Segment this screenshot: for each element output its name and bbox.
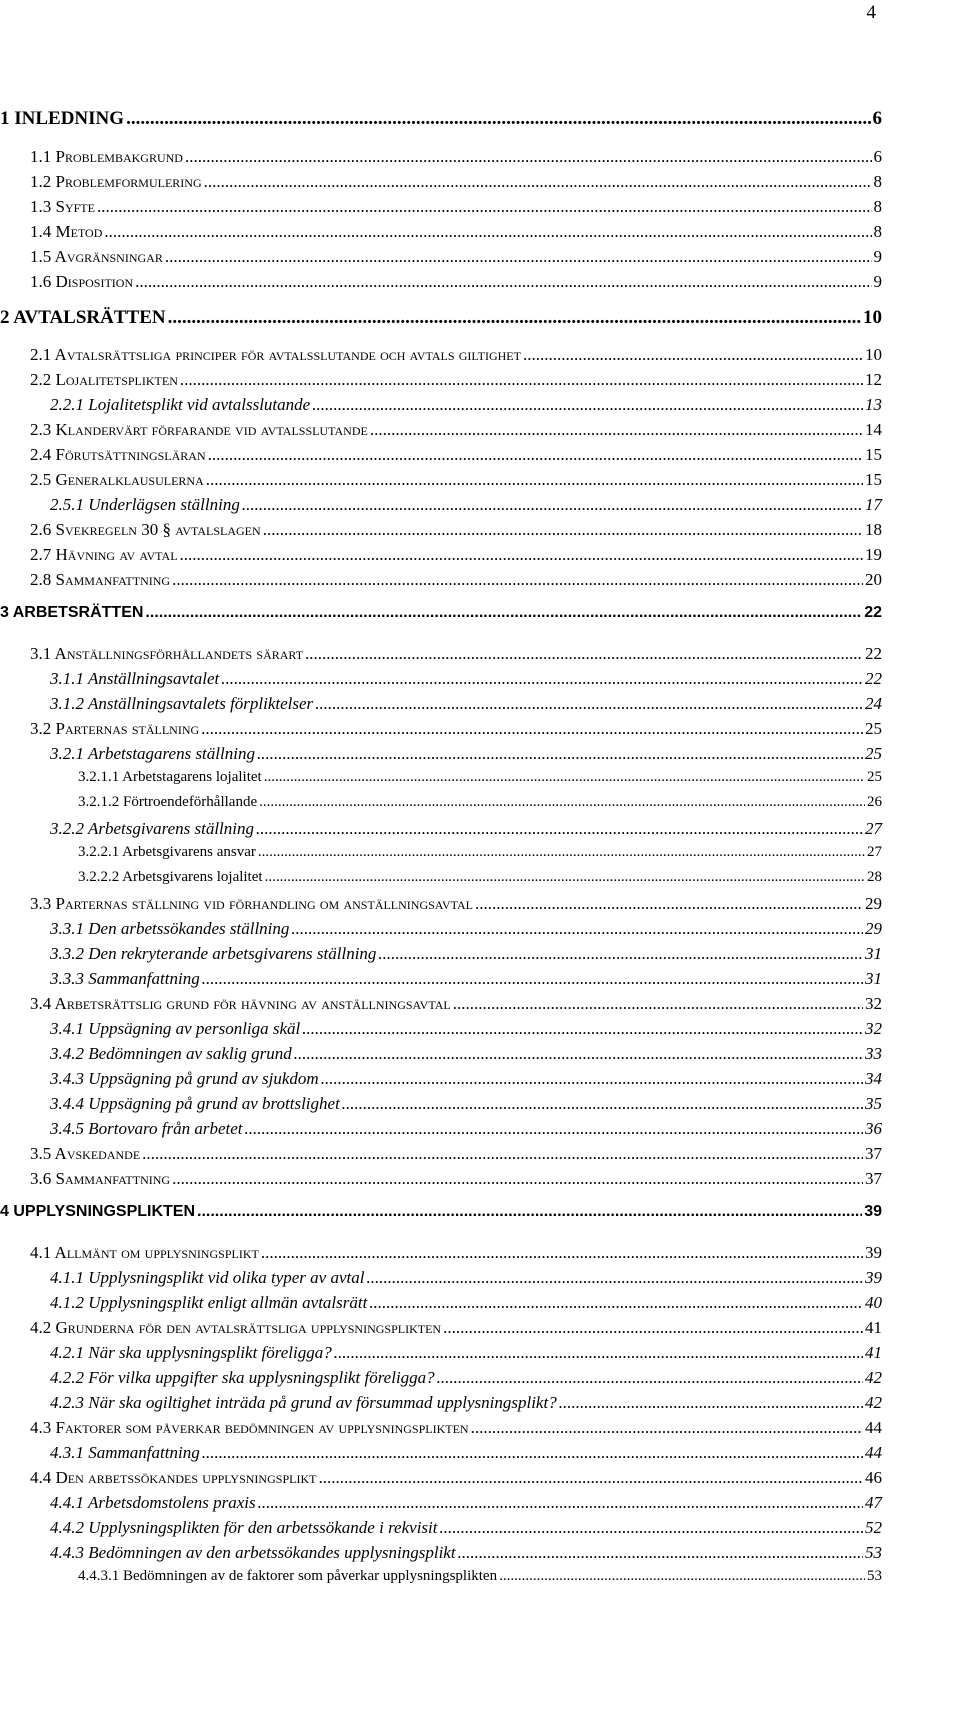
toc-entry[interactable] bbox=[0, 307, 882, 329]
toc-entry-label: 4.4.3.1 Bedömningen av de faktorer som påverkar upplysningsplikten bbox=[78, 1568, 498, 1584]
dot-leader bbox=[256, 819, 863, 839]
toc-entry-page: 33 bbox=[865, 1044, 882, 1063]
dot-leader bbox=[258, 844, 865, 861]
toc-entry-label: 2.6 Svekregeln 30 § avtalslagen bbox=[30, 520, 261, 539]
toc-entry-label: 4.3.1 Sammanfattning bbox=[50, 1443, 200, 1462]
dot-leader bbox=[305, 644, 863, 664]
toc-entry[interactable] bbox=[0, 1203, 882, 1221]
toc-entry[interactable] bbox=[50, 1044, 882, 1064]
toc-entry-label: 1.5 Avgränsningar bbox=[30, 247, 163, 266]
dot-leader bbox=[458, 1543, 863, 1563]
toc-entry-label: 3.4 Arbetsrättslig grund för hävning av anställningsavtal bbox=[30, 994, 451, 1013]
toc-entry-page: 8 bbox=[873, 172, 882, 191]
toc-entry[interactable] bbox=[50, 1094, 882, 1114]
toc-entry[interactable] bbox=[30, 172, 882, 192]
toc-entry-page: 14 bbox=[865, 420, 882, 439]
toc-entry-label: 2.4 Förutsättningsläran bbox=[30, 445, 206, 464]
dot-leader bbox=[312, 395, 863, 415]
toc-entry-label: 3.4.5 Bortovaro från arbetet bbox=[50, 1119, 243, 1138]
toc-entry[interactable] bbox=[30, 247, 882, 267]
toc-entry[interactable] bbox=[50, 744, 882, 764]
toc-entry-page: 29 bbox=[865, 919, 882, 938]
dot-leader bbox=[318, 1468, 863, 1488]
dot-leader bbox=[180, 545, 863, 565]
toc-entry-page: 9 bbox=[873, 272, 882, 291]
toc-entry-label: 3.3.3 Sammanfattning bbox=[50, 969, 200, 988]
dot-leader bbox=[258, 1493, 863, 1513]
toc-entry-label: 4.2.3 När ska ogiltighet inträda på grund av försummad upplysningsplikt? bbox=[50, 1393, 557, 1412]
dot-leader bbox=[559, 1393, 863, 1413]
toc-entry[interactable] bbox=[0, 604, 882, 622]
dot-leader bbox=[264, 769, 865, 786]
dot-leader bbox=[206, 470, 863, 490]
toc-entry-page: 39 bbox=[865, 1268, 882, 1287]
toc-entry-label: 3.6 Sammanfattning bbox=[30, 1169, 171, 1188]
dot-leader bbox=[97, 197, 872, 217]
toc-entry-page: 42 bbox=[865, 1368, 882, 1387]
toc-entry-label: 3.5 Avskedande bbox=[30, 1144, 141, 1163]
toc-entry[interactable] bbox=[50, 944, 882, 964]
toc-entry-label: 2.2 Lojalitetsplikten bbox=[30, 370, 178, 389]
toc-entry[interactable] bbox=[50, 1069, 882, 1089]
toc-entry-label: 3.4.1 Uppsägning av personliga skäl bbox=[50, 1019, 301, 1038]
toc-entry-label: 2.3 Klandervärt förfarande vid avtalsslutande bbox=[30, 420, 368, 439]
toc-entry-page: 22 bbox=[865, 644, 882, 663]
toc-entry-page: 6 bbox=[873, 147, 882, 166]
toc-entry-page: 52 bbox=[865, 1518, 882, 1537]
toc-entry-page: 10 bbox=[865, 345, 882, 364]
page-number: 4 bbox=[866, 2, 876, 23]
toc-entry-label: 1.3 Syfte bbox=[30, 197, 95, 216]
toc-entry-label: 3.2.1.2 Förtroendeförhållande bbox=[78, 794, 258, 810]
toc-entry-label: 4.2.2 För vilka uppgifter ska upplysningsplikt föreligga? bbox=[50, 1368, 435, 1387]
toc-entry-label: 3.1 Anställningsförhållandets särart bbox=[30, 644, 304, 663]
dot-leader bbox=[259, 794, 865, 811]
toc-entry-label: 2 AVTALSRÄTTEN bbox=[0, 307, 166, 328]
toc-entry[interactable] bbox=[30, 1418, 882, 1438]
toc-entry[interactable] bbox=[30, 345, 882, 365]
dot-leader bbox=[523, 345, 863, 365]
toc-entry-page: 35 bbox=[865, 1094, 882, 1113]
toc-entry-label: 4.1.1 Upplysningsplikt vid olika typer av avtal bbox=[50, 1268, 365, 1287]
dot-leader bbox=[342, 1094, 863, 1114]
dot-leader bbox=[202, 1443, 863, 1463]
toc-entry-label: 2.8 Sammanfattning bbox=[30, 570, 171, 589]
toc-entry-label: 4.2.1 När ska upplysningsplikt föreligga? bbox=[50, 1343, 332, 1362]
toc-entry[interactable] bbox=[30, 520, 882, 540]
toc-entry-page: 17 bbox=[865, 495, 882, 514]
toc-entry-page: 31 bbox=[865, 944, 882, 963]
toc-entry-page: 18 bbox=[865, 520, 882, 539]
toc-entry[interactable] bbox=[30, 994, 882, 1014]
toc-entry[interactable] bbox=[50, 1019, 882, 1039]
toc-entry[interactable] bbox=[50, 1443, 882, 1463]
toc-entry-page: 12 bbox=[865, 370, 882, 389]
dot-leader bbox=[261, 1243, 863, 1263]
toc-entry-page: 42 bbox=[865, 1393, 882, 1412]
toc-entry-page: 31 bbox=[865, 969, 882, 988]
toc-entry-label: 3.3.1 Den arbetssökandes ställning bbox=[50, 919, 290, 938]
toc-entry-page: 40 bbox=[865, 1293, 882, 1312]
toc-entry[interactable] bbox=[30, 420, 882, 440]
toc-entry[interactable] bbox=[50, 694, 882, 714]
dot-leader bbox=[265, 869, 865, 886]
toc-entry-page: 39 bbox=[864, 1203, 882, 1220]
dot-leader bbox=[294, 1044, 863, 1064]
toc-entry[interactable] bbox=[50, 969, 882, 989]
toc-entry[interactable] bbox=[0, 108, 882, 130]
toc-entry-label: 4.4.1 Arbetsdomstolens praxis bbox=[50, 1493, 256, 1512]
toc-entry[interactable] bbox=[50, 1119, 882, 1139]
toc-entry-label: 4.4.2 Upplysningsplikten för den arbetssökande i rekvisit bbox=[50, 1518, 438, 1537]
toc-entry-page: 37 bbox=[865, 1169, 882, 1188]
toc-entry-label: 3.1.2 Anställningsavtalets förpliktelser bbox=[50, 694, 314, 713]
toc-entry[interactable] bbox=[30, 894, 882, 914]
dot-leader bbox=[197, 1203, 862, 1221]
toc-entry[interactable] bbox=[30, 545, 882, 565]
toc-entry-page: 53 bbox=[867, 1568, 882, 1584]
dot-leader bbox=[185, 147, 872, 167]
dot-leader bbox=[369, 1293, 863, 1313]
dot-leader bbox=[172, 1169, 863, 1189]
toc-entry-page: 20 bbox=[865, 570, 882, 589]
toc-entry-label: 2.2.1 Lojalitetsplikt vid avtalsslutande bbox=[50, 395, 311, 414]
toc-entry-page: 15 bbox=[865, 445, 882, 464]
toc-entry-page: 37 bbox=[865, 1144, 882, 1163]
toc-entry-page: 44 bbox=[865, 1443, 882, 1462]
dot-leader bbox=[437, 1368, 863, 1388]
dot-leader bbox=[145, 604, 862, 622]
dot-leader bbox=[245, 1119, 864, 1139]
toc-entry-label: 3 ARBETSRÄTTEN bbox=[0, 604, 144, 621]
dot-leader bbox=[263, 520, 863, 540]
toc-entry-label: 3.3 Parternas ställning vid förhandling om anställningsavtal bbox=[30, 894, 473, 913]
dot-leader bbox=[201, 719, 863, 739]
toc-entry[interactable] bbox=[30, 1144, 882, 1164]
toc-entry-label: 1.6 Disposition bbox=[30, 272, 134, 291]
toc-entry-label: 4.4.3 Bedömningen av den arbetssökandes upplysningsplikt bbox=[50, 1543, 456, 1562]
toc-entry-page: 34 bbox=[865, 1069, 882, 1088]
dot-leader bbox=[202, 969, 863, 989]
toc-entry[interactable] bbox=[50, 1368, 882, 1388]
toc-entry-page: 6 bbox=[872, 108, 882, 129]
toc-entry[interactable] bbox=[30, 470, 882, 490]
dot-leader bbox=[168, 307, 861, 329]
dot-leader bbox=[242, 495, 863, 515]
toc-entry-label: 3.3.2 Den rekryterande arbetsgivarens ställning bbox=[50, 944, 377, 963]
toc-entry-label: 1.2 Problemformulering bbox=[30, 172, 202, 191]
dot-leader bbox=[180, 370, 863, 390]
toc-entry[interactable] bbox=[30, 719, 882, 739]
toc-entry-label: 4.4 Den arbetssökandes upplysningsplikt bbox=[30, 1468, 317, 1487]
toc-entry[interactable] bbox=[50, 819, 882, 839]
toc-entry-page: 8 bbox=[873, 222, 882, 241]
dot-leader bbox=[104, 222, 871, 242]
toc-entry[interactable] bbox=[50, 1343, 882, 1363]
toc-entry[interactable] bbox=[50, 1493, 882, 1513]
toc-entry-label: 2.1 Avtalsrättsliga principer för avtalsslutande och avtals giltighet bbox=[30, 345, 521, 364]
dot-leader bbox=[443, 1318, 863, 1338]
toc-entry[interactable] bbox=[78, 844, 882, 861]
toc-entry-page: 29 bbox=[865, 894, 882, 913]
toc-entry-page: 13 bbox=[865, 395, 882, 414]
toc-entry-page: 22 bbox=[864, 604, 882, 621]
toc-entry-page: 19 bbox=[865, 545, 882, 564]
toc-entry-label: 1.4 Metod bbox=[30, 222, 103, 241]
toc-entry-page: 25 bbox=[865, 719, 882, 738]
toc-entry[interactable] bbox=[50, 395, 882, 415]
dot-leader bbox=[257, 744, 863, 764]
toc-entry[interactable] bbox=[30, 1468, 882, 1488]
toc-entry-label: 3.4.2 Bedömningen av saklig grund bbox=[50, 1044, 292, 1063]
toc-entry[interactable] bbox=[50, 495, 882, 515]
toc-entry-page: 41 bbox=[865, 1343, 882, 1362]
toc-entry[interactable] bbox=[30, 272, 882, 292]
dot-leader bbox=[142, 1144, 863, 1164]
toc-entry[interactable] bbox=[50, 1543, 882, 1563]
toc-entry[interactable] bbox=[30, 1243, 882, 1263]
dot-leader bbox=[135, 272, 871, 292]
dot-leader bbox=[172, 570, 863, 590]
dot-leader bbox=[378, 944, 863, 964]
dot-leader bbox=[221, 669, 863, 689]
dot-leader bbox=[439, 1518, 863, 1538]
toc-entry-label: 1 INLEDNING bbox=[0, 108, 125, 129]
toc-entry[interactable] bbox=[30, 570, 882, 590]
toc-entry-page: 22 bbox=[865, 669, 882, 688]
toc-entry[interactable] bbox=[50, 1518, 882, 1538]
toc-entry-label: 3.4.3 Uppsägning på grund av sjukdom bbox=[50, 1069, 319, 1088]
toc-entry-label: 4 UPPLYSNINGSPLIKTEN bbox=[0, 1203, 196, 1220]
toc-entry[interactable] bbox=[50, 669, 882, 689]
toc-entry-label: 3.4.4 Uppsägning på grund av brottslighet bbox=[50, 1094, 340, 1113]
toc-entry-label: 3.2.2.1 Arbetsgivarens ansvar bbox=[78, 844, 256, 860]
toc-entry-page: 24 bbox=[865, 694, 882, 713]
dot-leader bbox=[126, 108, 870, 130]
dot-leader bbox=[204, 172, 872, 192]
toc-entry-page: 47 bbox=[865, 1493, 882, 1512]
toc-entry-page: 26 bbox=[867, 794, 882, 810]
dot-leader bbox=[302, 1019, 863, 1039]
dot-leader bbox=[370, 420, 863, 440]
toc-entry-label: 2.5.1 Underlägsen ställning bbox=[50, 495, 240, 514]
toc-entry-page: 9 bbox=[873, 247, 882, 266]
toc-entry[interactable] bbox=[78, 1568, 882, 1585]
toc-entry[interactable] bbox=[50, 1293, 882, 1313]
dot-leader bbox=[499, 1568, 865, 1585]
toc-entry-page: 25 bbox=[867, 769, 882, 785]
toc-entry-page: 32 bbox=[865, 1019, 882, 1038]
dot-leader bbox=[315, 694, 863, 714]
toc-entry-label: 3.2.2 Arbetsgivarens ställning bbox=[50, 819, 254, 838]
toc-entry-label: 3.2 Parternas ställning bbox=[30, 719, 200, 738]
dot-leader bbox=[453, 994, 863, 1014]
toc-entry-label: 3.2.2.2 Arbetsgivarens lojalitet bbox=[78, 869, 263, 885]
toc-entry-page: 27 bbox=[867, 844, 882, 860]
toc-entry-label: 4.1 Allmänt om upplysningsplikt bbox=[30, 1243, 259, 1262]
toc-entry-label: 3.2.1.1 Arbetstagarens lojalitet bbox=[78, 769, 262, 785]
toc-entry-page: 41 bbox=[865, 1318, 882, 1337]
toc-entry[interactable] bbox=[50, 919, 882, 939]
toc-entry[interactable] bbox=[78, 769, 882, 786]
dot-leader bbox=[165, 247, 872, 267]
toc-entry[interactable] bbox=[50, 1393, 882, 1413]
dot-leader bbox=[471, 1418, 863, 1438]
toc-entry-label: 3.2.1 Arbetstagarens ställning bbox=[50, 744, 255, 763]
toc-entry[interactable] bbox=[30, 370, 882, 390]
toc-entry-page: 53 bbox=[865, 1543, 882, 1562]
toc-entry[interactable] bbox=[30, 222, 882, 242]
toc-entry-page: 28 bbox=[867, 869, 882, 885]
dot-leader bbox=[208, 445, 863, 465]
toc-entry-label: 3.1.1 Anställningsavtalet bbox=[50, 669, 220, 688]
toc-entry[interactable] bbox=[78, 869, 882, 886]
toc-entry-label: 4.1.2 Upplysningsplikt enligt allmän avtalsrätt bbox=[50, 1293, 368, 1312]
dot-leader bbox=[366, 1268, 863, 1288]
toc-entry[interactable] bbox=[30, 1318, 882, 1338]
toc-entry-page: 25 bbox=[865, 744, 882, 763]
toc-entry-label: 2.7 Hävning av avtal bbox=[30, 545, 178, 564]
toc-entry[interactable] bbox=[50, 1268, 882, 1288]
dot-leader bbox=[321, 1069, 863, 1089]
toc-entry-label: 1.1 Problembakgrund bbox=[30, 147, 183, 166]
toc-entry-page: 44 bbox=[865, 1418, 882, 1437]
toc-entry-page: 15 bbox=[865, 470, 882, 489]
toc-entry[interactable] bbox=[78, 794, 882, 811]
toc-entry-page: 10 bbox=[863, 307, 882, 328]
toc-entry[interactable] bbox=[30, 644, 882, 664]
toc-entry-label: 2.5 Generalklausulerna bbox=[30, 470, 204, 489]
dot-leader bbox=[334, 1343, 863, 1363]
toc-entry[interactable] bbox=[30, 197, 882, 217]
toc-entry-page: 8 bbox=[873, 197, 882, 216]
toc-entry[interactable] bbox=[30, 1169, 882, 1189]
toc-entry-page: 27 bbox=[865, 819, 882, 838]
toc-entry-page: 39 bbox=[865, 1243, 882, 1262]
dot-leader bbox=[475, 894, 863, 914]
toc-entry[interactable] bbox=[30, 445, 882, 465]
toc-entry-page: 36 bbox=[865, 1119, 882, 1138]
toc-entry-label: 4.2 Grunderna för den avtalsrättsliga upplysningsplikten bbox=[30, 1318, 442, 1337]
toc-entry-label: 4.3 Faktorer som påverkar bedömningen av upplysningsplikten bbox=[30, 1418, 469, 1437]
toc-entry-page: 32 bbox=[865, 994, 882, 1013]
toc-entry-page: 46 bbox=[865, 1468, 882, 1487]
toc-entry[interactable] bbox=[30, 147, 882, 167]
dot-leader bbox=[291, 919, 863, 939]
